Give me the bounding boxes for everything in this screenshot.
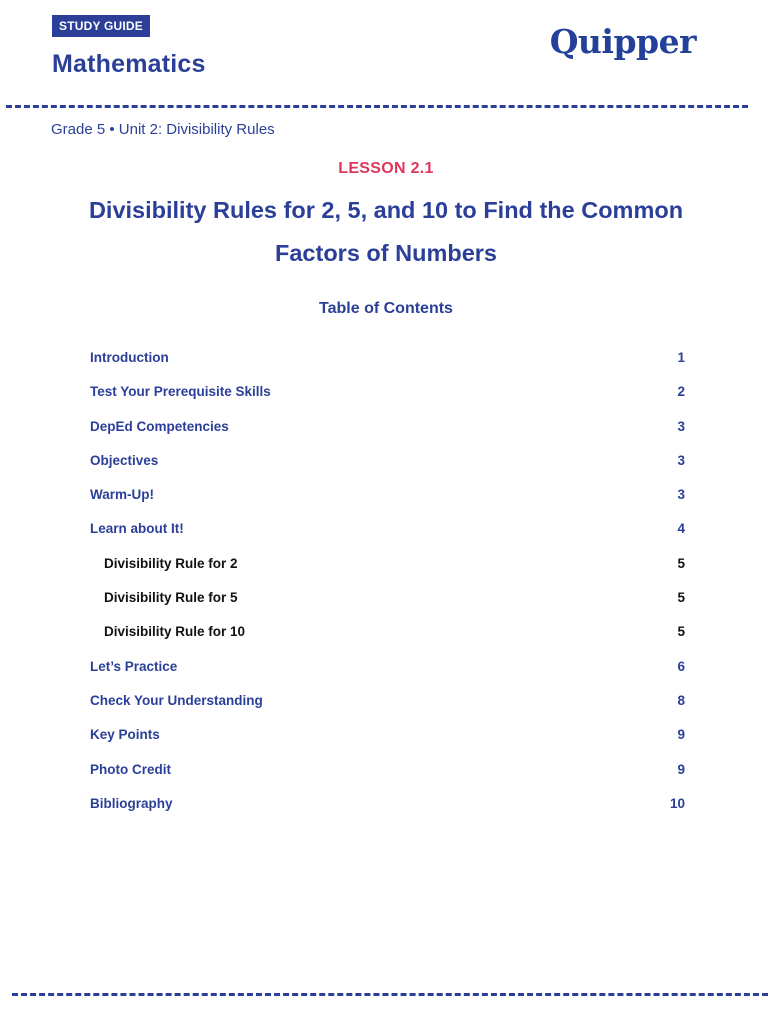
toc-subitem-rule-for-10[interactable]: [90, 622, 685, 656]
toc-item-introduction[interactable]: [90, 348, 685, 382]
toc-item-label: Let’s Practice: [90, 658, 178, 674]
toc-item-label: Objectives: [90, 452, 159, 468]
toc-item-label: DepEd Competencies: [90, 418, 229, 434]
toc-item-label: Test Your Prerequisite Skills: [90, 384, 271, 400]
lesson-label: LESSON 2.1: [338, 160, 434, 177]
toc-item-check-understanding[interactable]: [90, 691, 685, 725]
toc-item-page: 5: [677, 555, 685, 571]
toc-item-label: Divisibility Rule for 10: [104, 624, 246, 640]
toc-item-key-points[interactable]: [90, 725, 685, 759]
toc-item-label: Divisibility Rule for 5: [104, 590, 238, 606]
toc-item-photo-credit[interactable]: [90, 760, 685, 794]
study-guide-badge: STUDY GUIDE: [52, 15, 150, 37]
toc-item-deped-competencies[interactable]: [90, 417, 685, 451]
toc-item-lets-practice[interactable]: [90, 657, 685, 691]
lesson-title: Divisibility Rules for 2, 5, and 10 to Find the Common Factors of Numbers: [88, 197, 684, 266]
toc-item-page: 3: [677, 452, 685, 468]
toc-item-label: Check Your Understanding: [90, 692, 263, 708]
toc-item-learn-about-it[interactable]: [90, 519, 685, 553]
toc-item-label: Divisibility Rule for 2: [104, 555, 238, 571]
toc-item-prerequisite-skills[interactable]: [90, 382, 685, 416]
toc-item-page: 10: [669, 795, 685, 811]
toc-item-label: Introduction: [90, 350, 169, 365]
toc-item-page: 9: [677, 761, 685, 777]
subject-title: Mathematics: [52, 50, 206, 78]
toc-item-page: 1: [677, 350, 685, 365]
toc-item-label: Photo Credit: [90, 761, 171, 777]
quipper-logo: Quipper: [549, 22, 696, 61]
toc-item-label: Warm-Up!: [90, 487, 154, 503]
toc-item-page: 5: [677, 590, 685, 606]
toc-subitem-rule-for-5[interactable]: [90, 588, 685, 622]
toc-item-label: Key Points: [90, 727, 160, 743]
toc-item-page: 3: [677, 418, 685, 434]
top-divider: [6, 105, 748, 108]
table-of-contents: [90, 348, 685, 828]
toc-item-warm-up[interactable]: [90, 485, 685, 519]
toc-item-page: 4: [677, 521, 685, 537]
toc-item-page: 6: [677, 658, 685, 674]
toc-item-page: 2: [677, 384, 685, 400]
toc-heading: Table of Contents: [319, 300, 453, 317]
toc-item-page: 3: [677, 487, 685, 503]
breadcrumb: Grade 5 • Unit 2: Divisibility Rules: [51, 121, 275, 138]
toc-item-page: 8: [677, 692, 685, 708]
toc-item-label: Bibliography: [90, 795, 173, 811]
toc-item-page: 5: [677, 624, 685, 640]
toc-item-objectives[interactable]: [90, 451, 685, 485]
toc-item-page: 9: [677, 727, 685, 743]
toc-item-label: Learn about It!: [90, 521, 184, 537]
toc-subitem-rule-for-2[interactable]: [90, 554, 685, 588]
bottom-divider: [12, 993, 768, 996]
toc-item-bibliography[interactable]: [90, 794, 685, 828]
